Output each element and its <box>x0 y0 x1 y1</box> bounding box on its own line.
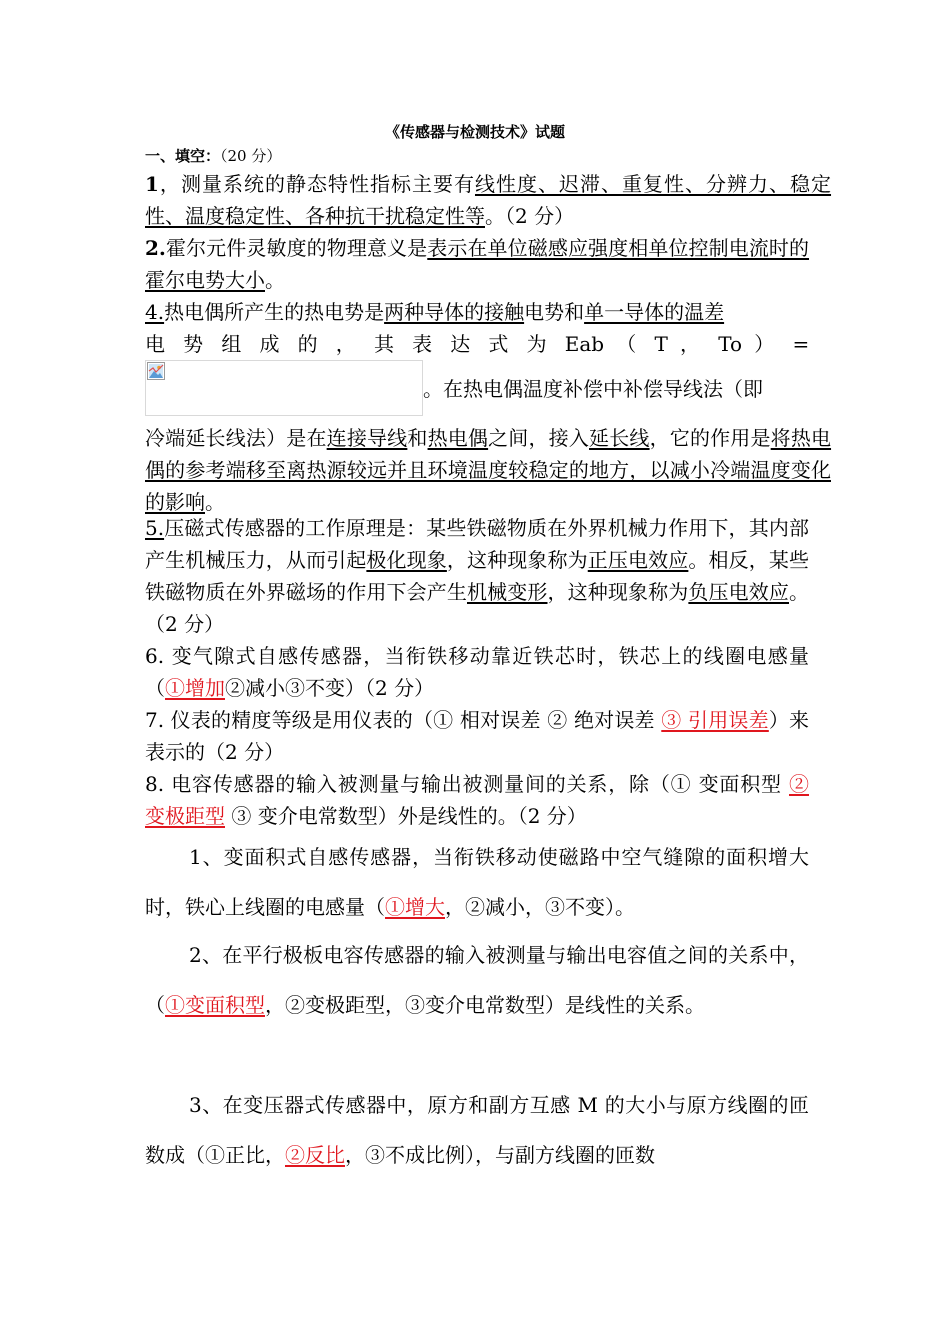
q2-end: 。 <box>265 268 285 292</box>
q4-text: 电势和 <box>524 300 585 324</box>
formula-token: ， <box>335 332 362 356</box>
q4-line-1 <box>145 296 831 328</box>
p3-text: 3、在变压器式传感器中，原方和副方互感 M 的大小与原方线圈的匝数成（①正比， <box>145 1093 809 1167</box>
question-number: 1 <box>145 172 159 196</box>
q6-text: ②减小③不变）（2 分） <box>225 676 435 700</box>
formula-token: 式 <box>488 332 515 356</box>
q5-text: ，这种现象称为 <box>547 580 689 604</box>
p2-text: 2、在平行极板电容传感器的输入被测量与输出电容值之间的关系中，（ <box>145 943 809 1017</box>
p3-text: ，③不成比例），与副方线圈的匝数 <box>345 1143 655 1167</box>
q8-answer: ② 变极距型 <box>145 772 809 828</box>
q5-answer-2: 正压电效应 <box>587 548 689 572</box>
question-2 <box>145 232 809 296</box>
q5-answer-3: 机械变形 <box>467 580 548 604</box>
formula-token: 表 <box>412 332 438 356</box>
formula-token: To <box>718 332 743 356</box>
q6-text: 6. 变气隙式自感传感器，当衔铁移动靠近铁芯时，铁芯上的线圈电感量（ <box>145 644 809 700</box>
q6-answer: ①增加 <box>165 676 225 700</box>
question-6 <box>145 640 809 704</box>
broken-image-icon <box>147 362 165 380</box>
p1-answer: ①增大 <box>385 895 445 919</box>
q4-formula-line <box>145 328 809 360</box>
q5-answer-4: 负压电效应 <box>688 580 789 604</box>
formula-token: = <box>792 332 810 356</box>
q4-answer-1: 两种导体的接触 <box>384 300 525 324</box>
page-title: 《传感器与检测技术》试题 <box>384 123 565 141</box>
q4-line-4 <box>145 422 831 518</box>
q4-text: 之间，接入 <box>488 426 590 450</box>
formula-token: 组 <box>221 332 248 356</box>
q2-text: 霍尔元件灵敏度的物理意义是 <box>165 236 428 260</box>
question-4 <box>145 296 831 518</box>
formula-token: T <box>654 332 668 356</box>
question-number: 2. <box>145 236 166 260</box>
formula-token: ， <box>680 332 706 356</box>
q4-answer-6: 将热电偶的参考端移至离热源较远并且环境温度较稳定的地方，以减小冷端温度变化的影响 <box>145 426 832 514</box>
q4-answer-5: 延长线 <box>589 426 650 450</box>
formula-token: （ <box>616 332 643 356</box>
formula-token: 达 <box>450 332 477 356</box>
question-number: 4. <box>145 300 165 324</box>
q4-image-line <box>145 360 831 416</box>
q4-text: 和 <box>407 426 428 450</box>
formula-token: 的 <box>297 332 324 356</box>
q5-text: 。相反，某些铁磁物质在外界磁场的作用下会产生 <box>145 548 809 604</box>
formula-token: 势 <box>183 332 210 356</box>
q8-text: 8. 电容传感器的输入被测量与输出被测量间的关系，除（① 变面积型 <box>145 772 789 796</box>
section-score: （20 分） <box>220 147 282 165</box>
p1-text: 1、变面积式自感传感器，当衔铁移动使磁路中空气缝隙的面积增大时，铁心上线圈的电感量（ <box>145 845 809 919</box>
q5-text: ，这种现象称为 <box>446 548 588 572</box>
formula-token: 为 <box>526 332 553 356</box>
formula-token: ） <box>754 332 781 356</box>
q4-text: 冷端延长线法）是在 <box>145 426 327 450</box>
q4-answer-3: 连接导线 <box>326 426 408 450</box>
p2-answer: ①变面积型 <box>165 993 265 1017</box>
q1-separator: ， <box>158 172 181 196</box>
q4-text: 。在热电偶温度补偿中补偿导线法（即 <box>423 377 763 401</box>
q4-end: 。 <box>205 490 225 514</box>
q5-score: 。（2 分） <box>145 580 809 636</box>
formula-image-placeholder <box>145 360 423 416</box>
formula-token: Eab <box>564 332 605 356</box>
formula-token: 成 <box>259 332 286 356</box>
section-prefix: 一、填空： <box>145 147 221 165</box>
p1-text: ，②减小，③不变）。 <box>445 895 635 919</box>
q4-answer-2: 单一导体的温差 <box>584 300 725 324</box>
question-number: 5. <box>145 516 165 540</box>
q4-answer-4: 热电偶 <box>427 426 489 450</box>
q7-text: 7. 仪表的精度等级是用仪表的（① 相对误差 ② 绝对误差 <box>145 708 662 732</box>
paragraph-2 <box>145 930 809 1030</box>
paragraph-3 <box>145 1080 809 1180</box>
question-1 <box>145 168 831 232</box>
q1-text: 测量系统的静态特性指标主要有 <box>180 172 475 196</box>
formula-token: 其 <box>373 332 400 356</box>
q4-text: 热电偶所产生的热电势是 <box>164 300 385 324</box>
q7-answer: ③ 引用误差 <box>661 708 769 732</box>
q4-text: ，它的作用是 <box>649 426 771 450</box>
q1-score: 。（2 分） <box>485 204 575 228</box>
question-5 <box>145 512 809 640</box>
formula-token: 电 <box>145 332 171 356</box>
q8-text: ③ 变介电常数型）外是线性的。（2 分） <box>225 804 587 828</box>
q5-text: 压磁式传感器的工作原理是：某些铁磁物质在外界机械力作用下，其内部产生机械压力，从而引起 <box>145 516 809 572</box>
q2-answer: 表示在单位磁感应强度相单位控制电流时的霍尔电势大小 <box>145 236 810 292</box>
section-heading <box>145 145 281 166</box>
question-8 <box>145 768 809 832</box>
q5-answer-1: 极化现象 <box>366 548 447 572</box>
q1-answer: 线性度、迟滞、重复性、分辨力、稳定性、温度稳定性、各种抗干扰稳定性等 <box>145 172 832 228</box>
question-7 <box>145 704 809 768</box>
q7-text: ）来表示的（2 分） <box>145 708 810 764</box>
p2-text: ，②变极距型，③变介电常数型）是线性的关系。 <box>265 993 705 1017</box>
p3-answer: ②反比 <box>285 1143 345 1167</box>
paragraph-1 <box>145 832 809 932</box>
